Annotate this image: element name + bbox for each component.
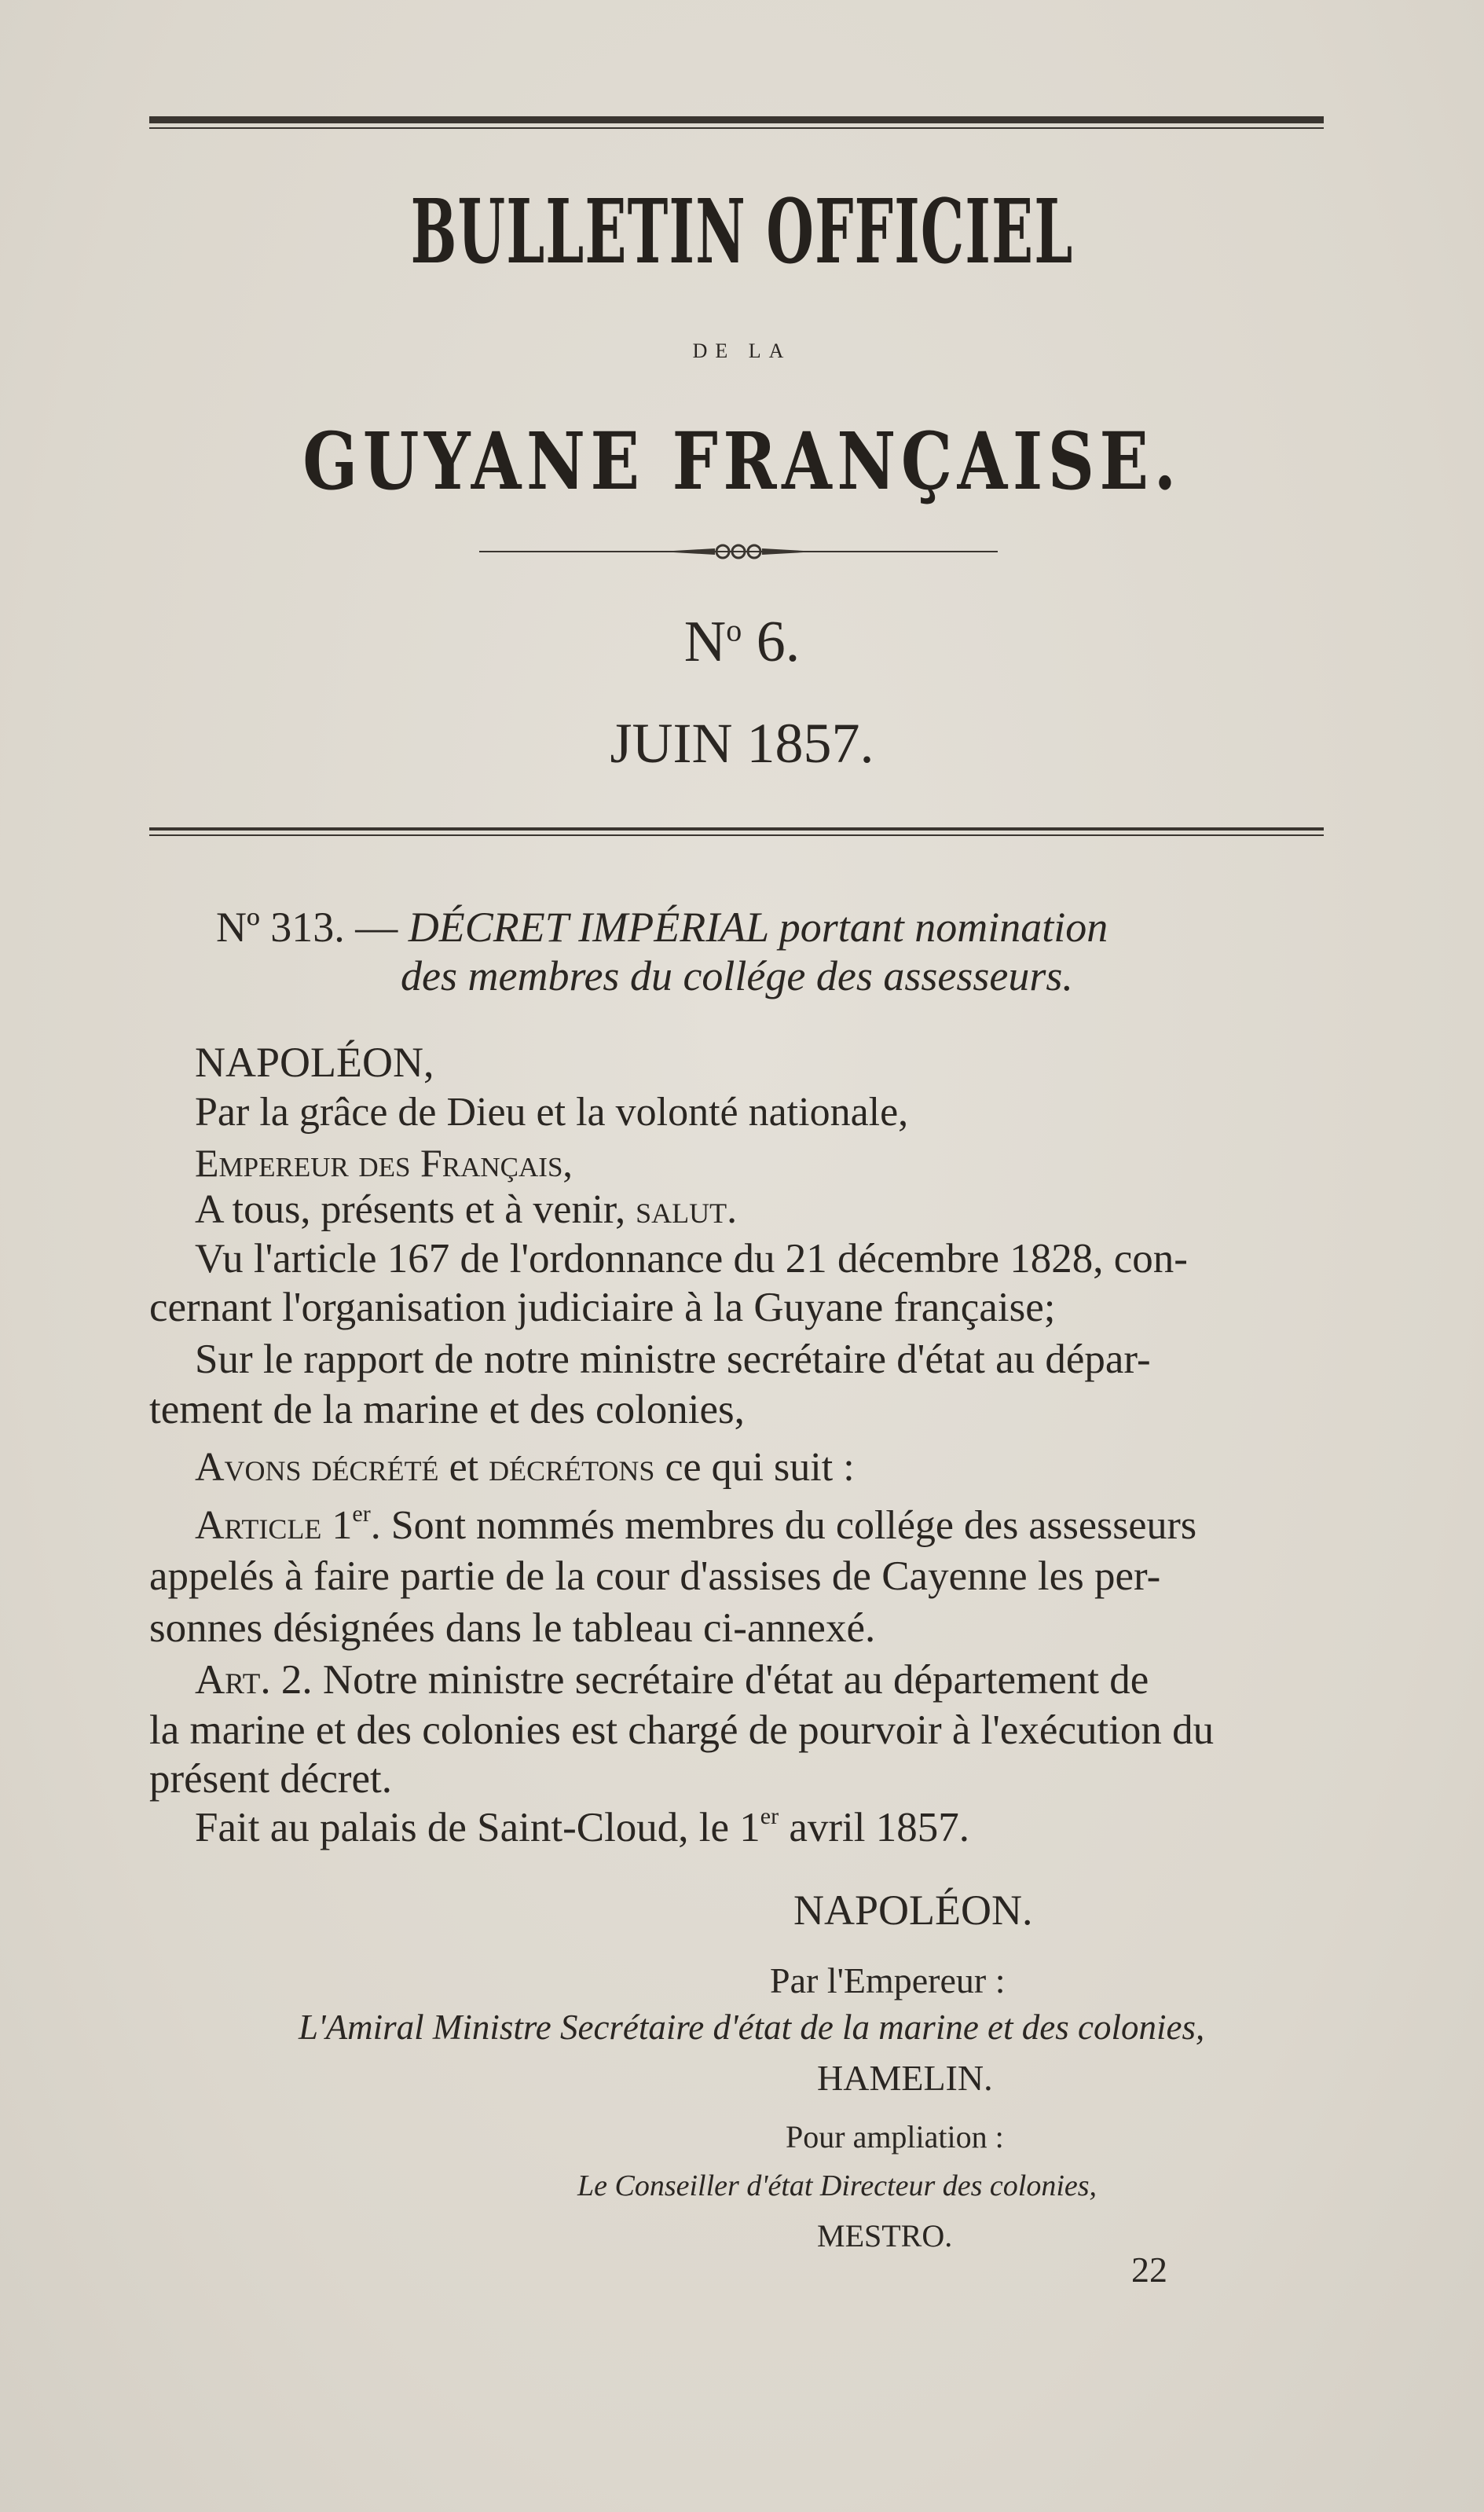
body-line: A tous, présents et à venir, salut.	[195, 1187, 738, 1232]
conseiller-title: Le Conseiller d'état Directeur des colonies,	[577, 2169, 1097, 2202]
body-line: sonnes désignées dans le tableau ci-annexé.	[149, 1605, 876, 1651]
section-rule-thin	[149, 834, 1324, 836]
page-number: 22	[1131, 2250, 1167, 2290]
ornament-divider	[479, 542, 998, 561]
bulletin-title: BULLETIN OFFICIEL	[410, 181, 1074, 284]
body-line: la marine et des colonies est chargé de pourvoir à l'exécution du	[149, 1707, 1215, 1753]
decree-heading-line2: des membres du collége des assesseurs.	[401, 952, 1073, 999]
top-rule-thick	[149, 116, 1324, 123]
issue-number: $N^o$ 6.	[683, 610, 801, 674]
body-line-article-2: Art. 2. Notre ministre secrétaire d'état au département de	[195, 1657, 1149, 1703]
body-line: Par la grâce de Dieu et la volonté nationale,	[195, 1090, 909, 1135]
section-rule-thick	[149, 827, 1324, 831]
colony-title: GUYANE FRANÇAISE.	[302, 415, 1182, 508]
top-rule-thin	[149, 127, 1324, 129]
signature-par: Par l'Empereur :	[770, 1960, 1006, 2000]
body-line-article-1: Article 1er. Sont nommés membres du collége des assesseurs	[195, 1501, 1197, 1548]
body-line: Sur le rapport de notre ministre secrétaire d'état au dépar-	[195, 1337, 1151, 1382]
body-line: appelés à faire partie de la cour d'assises de Cayenne les per-	[149, 1553, 1161, 1599]
signature-emperor: NAPOLÉON.	[793, 1887, 1033, 1934]
decree-heading: Nº 313. — DÉCRET IMPÉRIAL portant nomination	[216, 904, 1108, 951]
body-line-date: Fait au palais de Saint-Cloud, le 1er avril 1857.	[195, 1803, 969, 1850]
body-line-napoleon: NAPOLÉON,	[195, 1039, 434, 1086]
signature-minister: HAMELIN.	[817, 2058, 993, 2098]
body-line: cernant l'organisation judiciaire à la Guyane française;	[149, 1285, 1056, 1330]
body-line: tement de la marine et des colonies,	[149, 1387, 745, 1432]
signature-conseiller: MESTRO.	[817, 2218, 953, 2253]
issue-date: JUIN 1857.	[610, 712, 874, 775]
minister-title: L'Amiral Ministre Secrétaire d'état de la marine et des colonies,	[299, 2008, 1205, 2047]
title-connector: DE LA	[692, 339, 792, 362]
body-line: Vu l'article 167 de l'ordonnance du 21 décembre 1828, con-	[195, 1236, 1188, 1282]
body-line: Empereur des Français,	[195, 1141, 573, 1185]
body-line: présent décret.	[149, 1756, 392, 1802]
ampliation-label: Pour ampliation :	[786, 2119, 1004, 2154]
body-line: Avons décrété et décrétons ce qui suit :	[195, 1445, 855, 1490]
